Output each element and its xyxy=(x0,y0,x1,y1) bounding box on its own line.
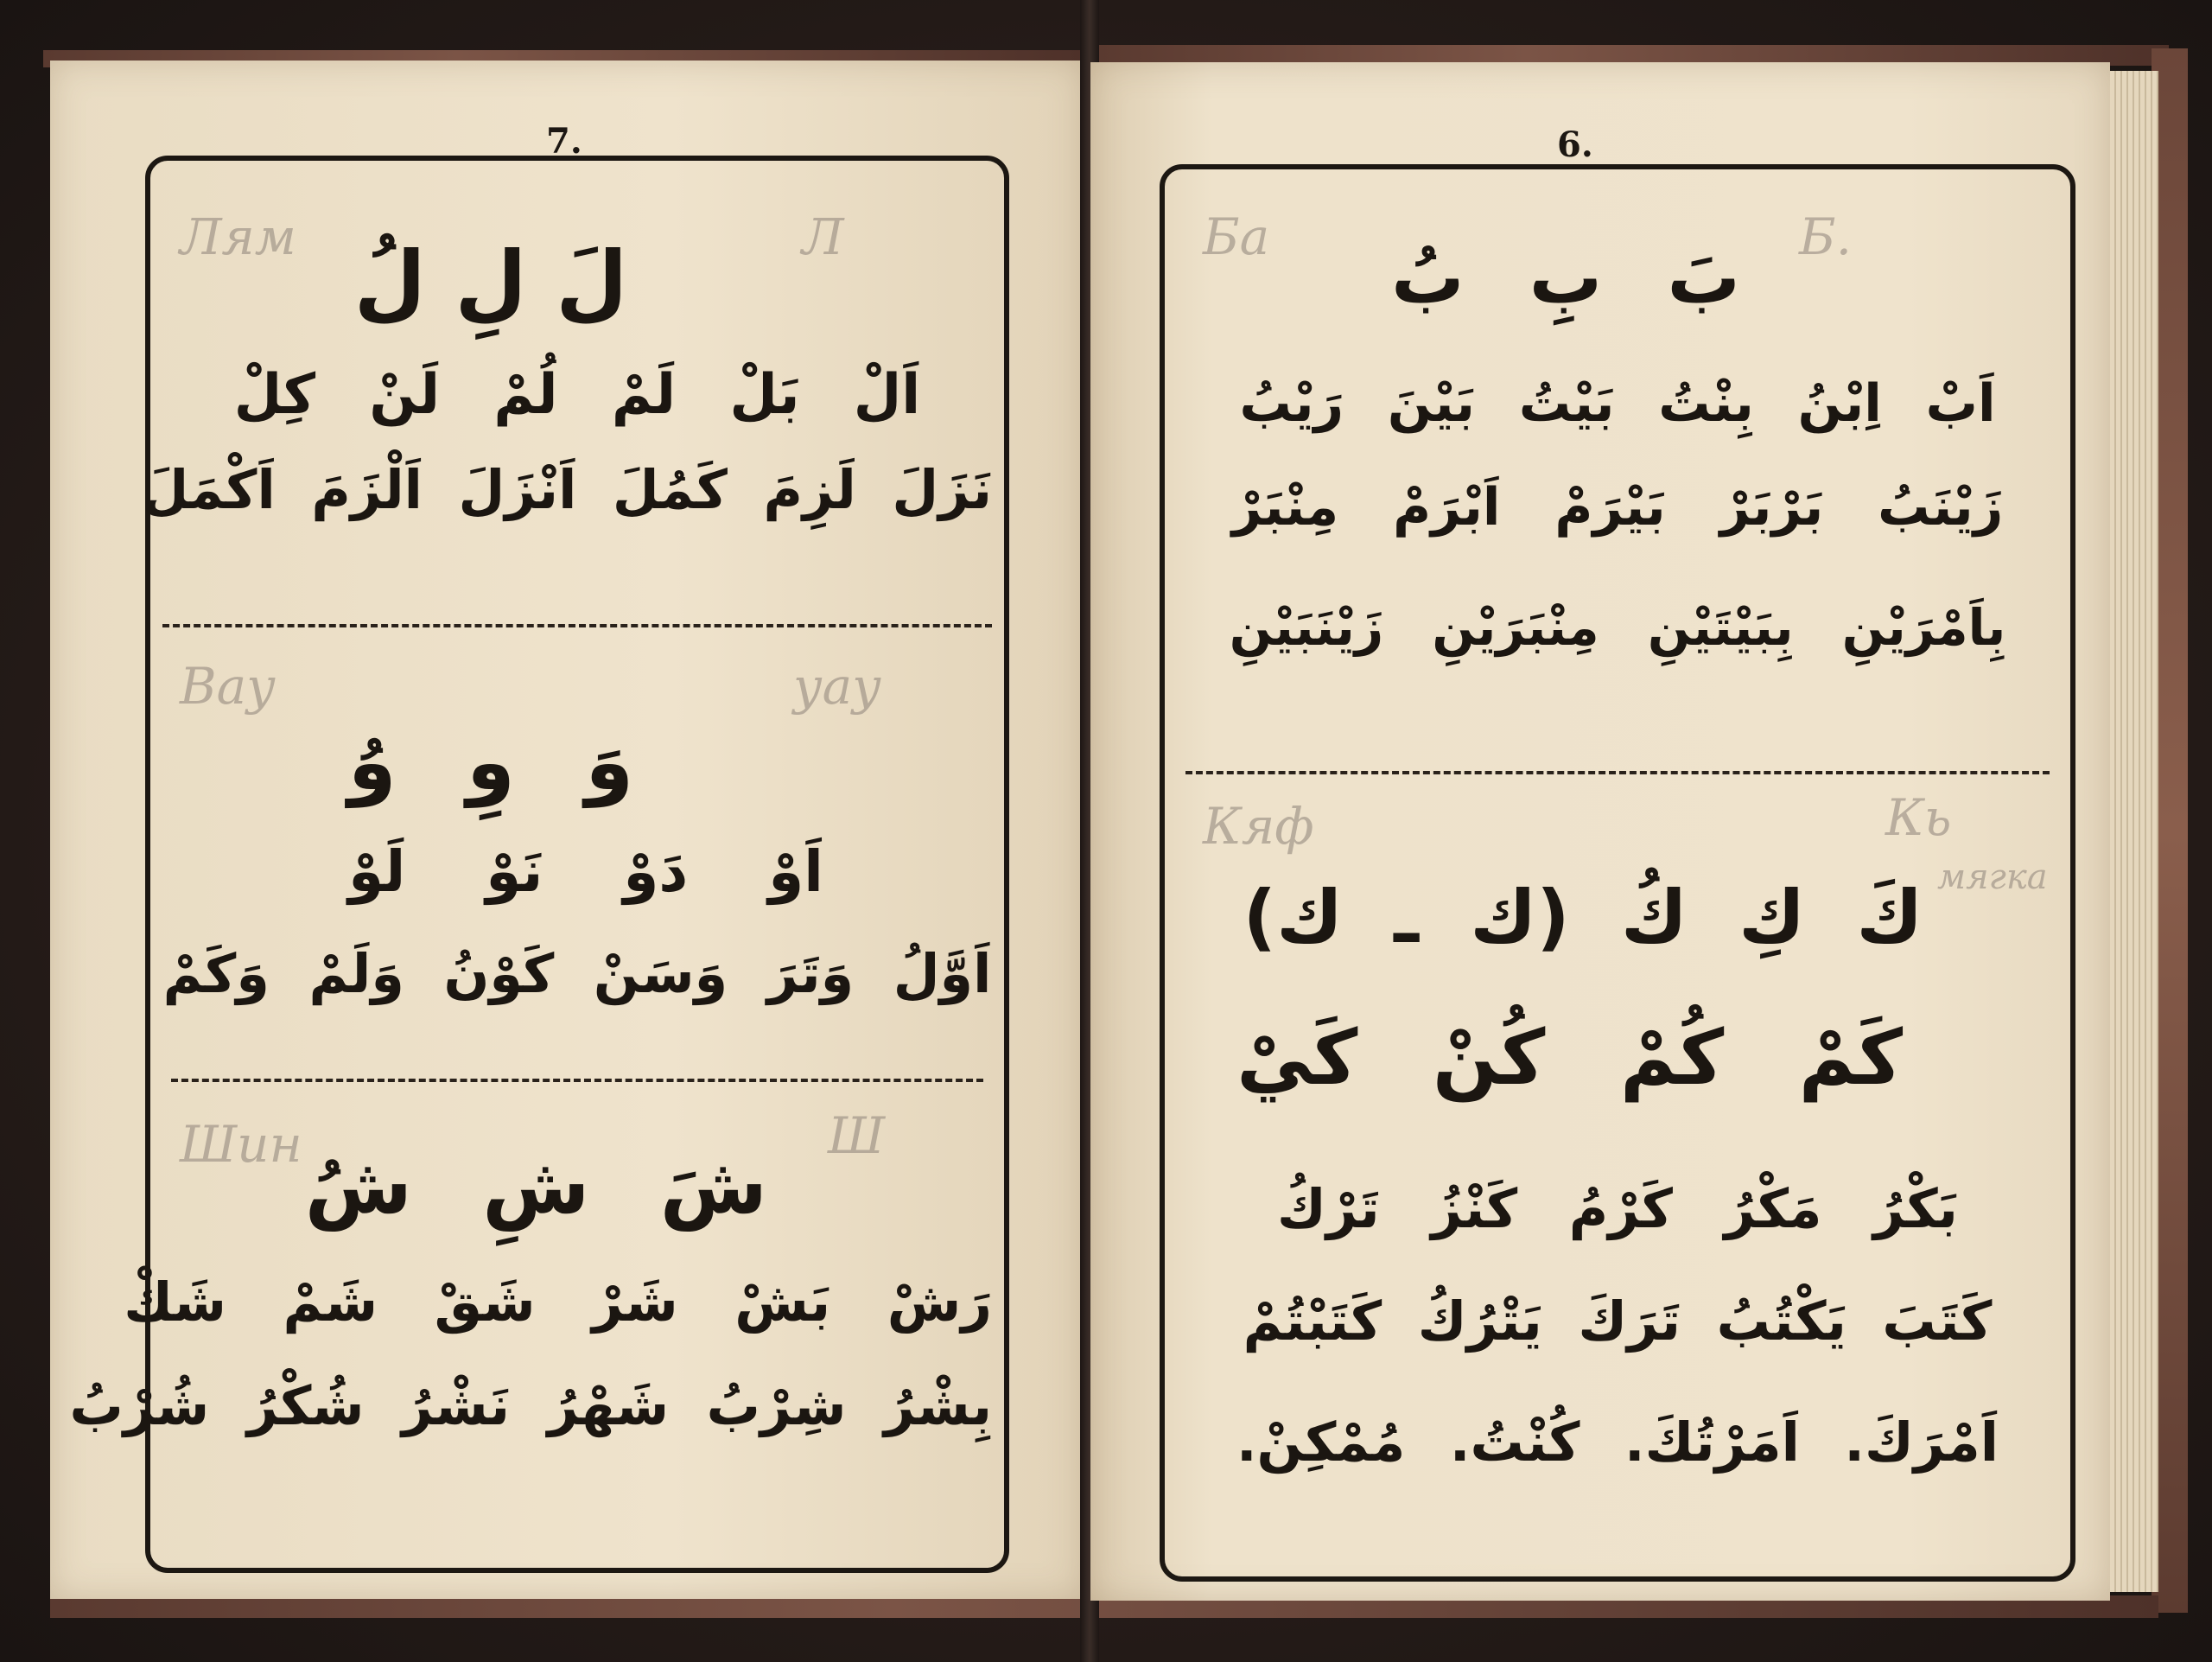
letter-forms: كَ كِ كُ (ك ـ ك) xyxy=(1243,875,1923,959)
letter-forms: بَ بِ بُ xyxy=(1391,235,1740,320)
word-row: بِشْرُ شِرْبُ شَهْرُ نَشْرُ شُكْرُ شُرْبُ xyxy=(69,1374,992,1437)
word-row: اَلْ بَلْ لَمْ لُمْ لَنْ كِلْ xyxy=(233,363,921,427)
page-number: 6. xyxy=(1557,124,1593,165)
letter-forms: شَ شِ شُ xyxy=(304,1141,767,1232)
right-page xyxy=(1090,62,2110,1601)
pencil-note: уау xyxy=(793,657,881,716)
page-stack-edge xyxy=(2110,71,2158,1592)
pencil-note: Ш xyxy=(828,1106,886,1165)
word-row: بَكْرُ مَكْرُ كَرْمُ كَنْزُ تَرْكُ xyxy=(1277,1177,1958,1240)
word-row: رَشْ بَشْ شَرْ شَقْ شَمْ شَكْ xyxy=(124,1270,992,1334)
pencil-note: Кяф xyxy=(1203,797,1314,856)
page-number: 7. xyxy=(546,121,582,162)
section-divider xyxy=(171,1079,983,1082)
letter-forms: وَ وِ وُ xyxy=(347,717,634,808)
pencil-note: Кь xyxy=(1885,788,1952,847)
pencil-note: Л xyxy=(802,207,844,266)
section-divider xyxy=(1185,771,2050,774)
word-row: كَتَبَ يَكْتُبُ تَرَكَ يَتْرُكُ كَتَبْتُمْ xyxy=(1243,1289,1993,1353)
pencil-note: Лям xyxy=(180,207,296,266)
word-row: اَوْ دَوْ نَوْ لَوْ xyxy=(348,838,823,905)
word-row: اَوَّلُ وَتَرَ وَسَنْ كَوْنُ وَلَمْ وَكَمْ xyxy=(162,942,992,1005)
pencil-note: Шин xyxy=(180,1115,302,1174)
section-divider xyxy=(162,624,992,627)
word-row: كَمْ كُمْ كُنْ كَيْ xyxy=(1236,1013,1903,1102)
letter-forms: لَ لِ لُ xyxy=(353,233,628,330)
pencil-note: Ба xyxy=(1203,207,1270,266)
word-row: اَبْ اِبْنُ بِنْتُ بَيْتُ بَيْنَ رَيْبُ xyxy=(1239,373,1996,434)
pencil-note: Вау xyxy=(180,657,276,716)
word-row: زَيْنَبُ بَرْبَرْ بَيْرَمْ اَبْرَمْ مِنْبَرْ xyxy=(1231,477,2004,538)
pencil-note: мягка xyxy=(1937,857,2048,897)
left-page xyxy=(50,60,1084,1599)
pencil-note: Б. xyxy=(1799,207,1853,266)
word-row: بِاَمْرَيْنِ بِبَيْتَيْنِ مِنْبَرَيْنِ زَيْنَبَيْنِ xyxy=(1229,598,2006,657)
word-row: نَزَلَ لَزِمَ كَمُلَ اَنْزَلَ اَلْزَمَ اَكْمَلَ xyxy=(142,458,992,521)
word-row: اَمْرَكَ. اَمَرْتُكَ. كُنْتُ. مُمْكِنْ. xyxy=(1236,1410,1999,1474)
